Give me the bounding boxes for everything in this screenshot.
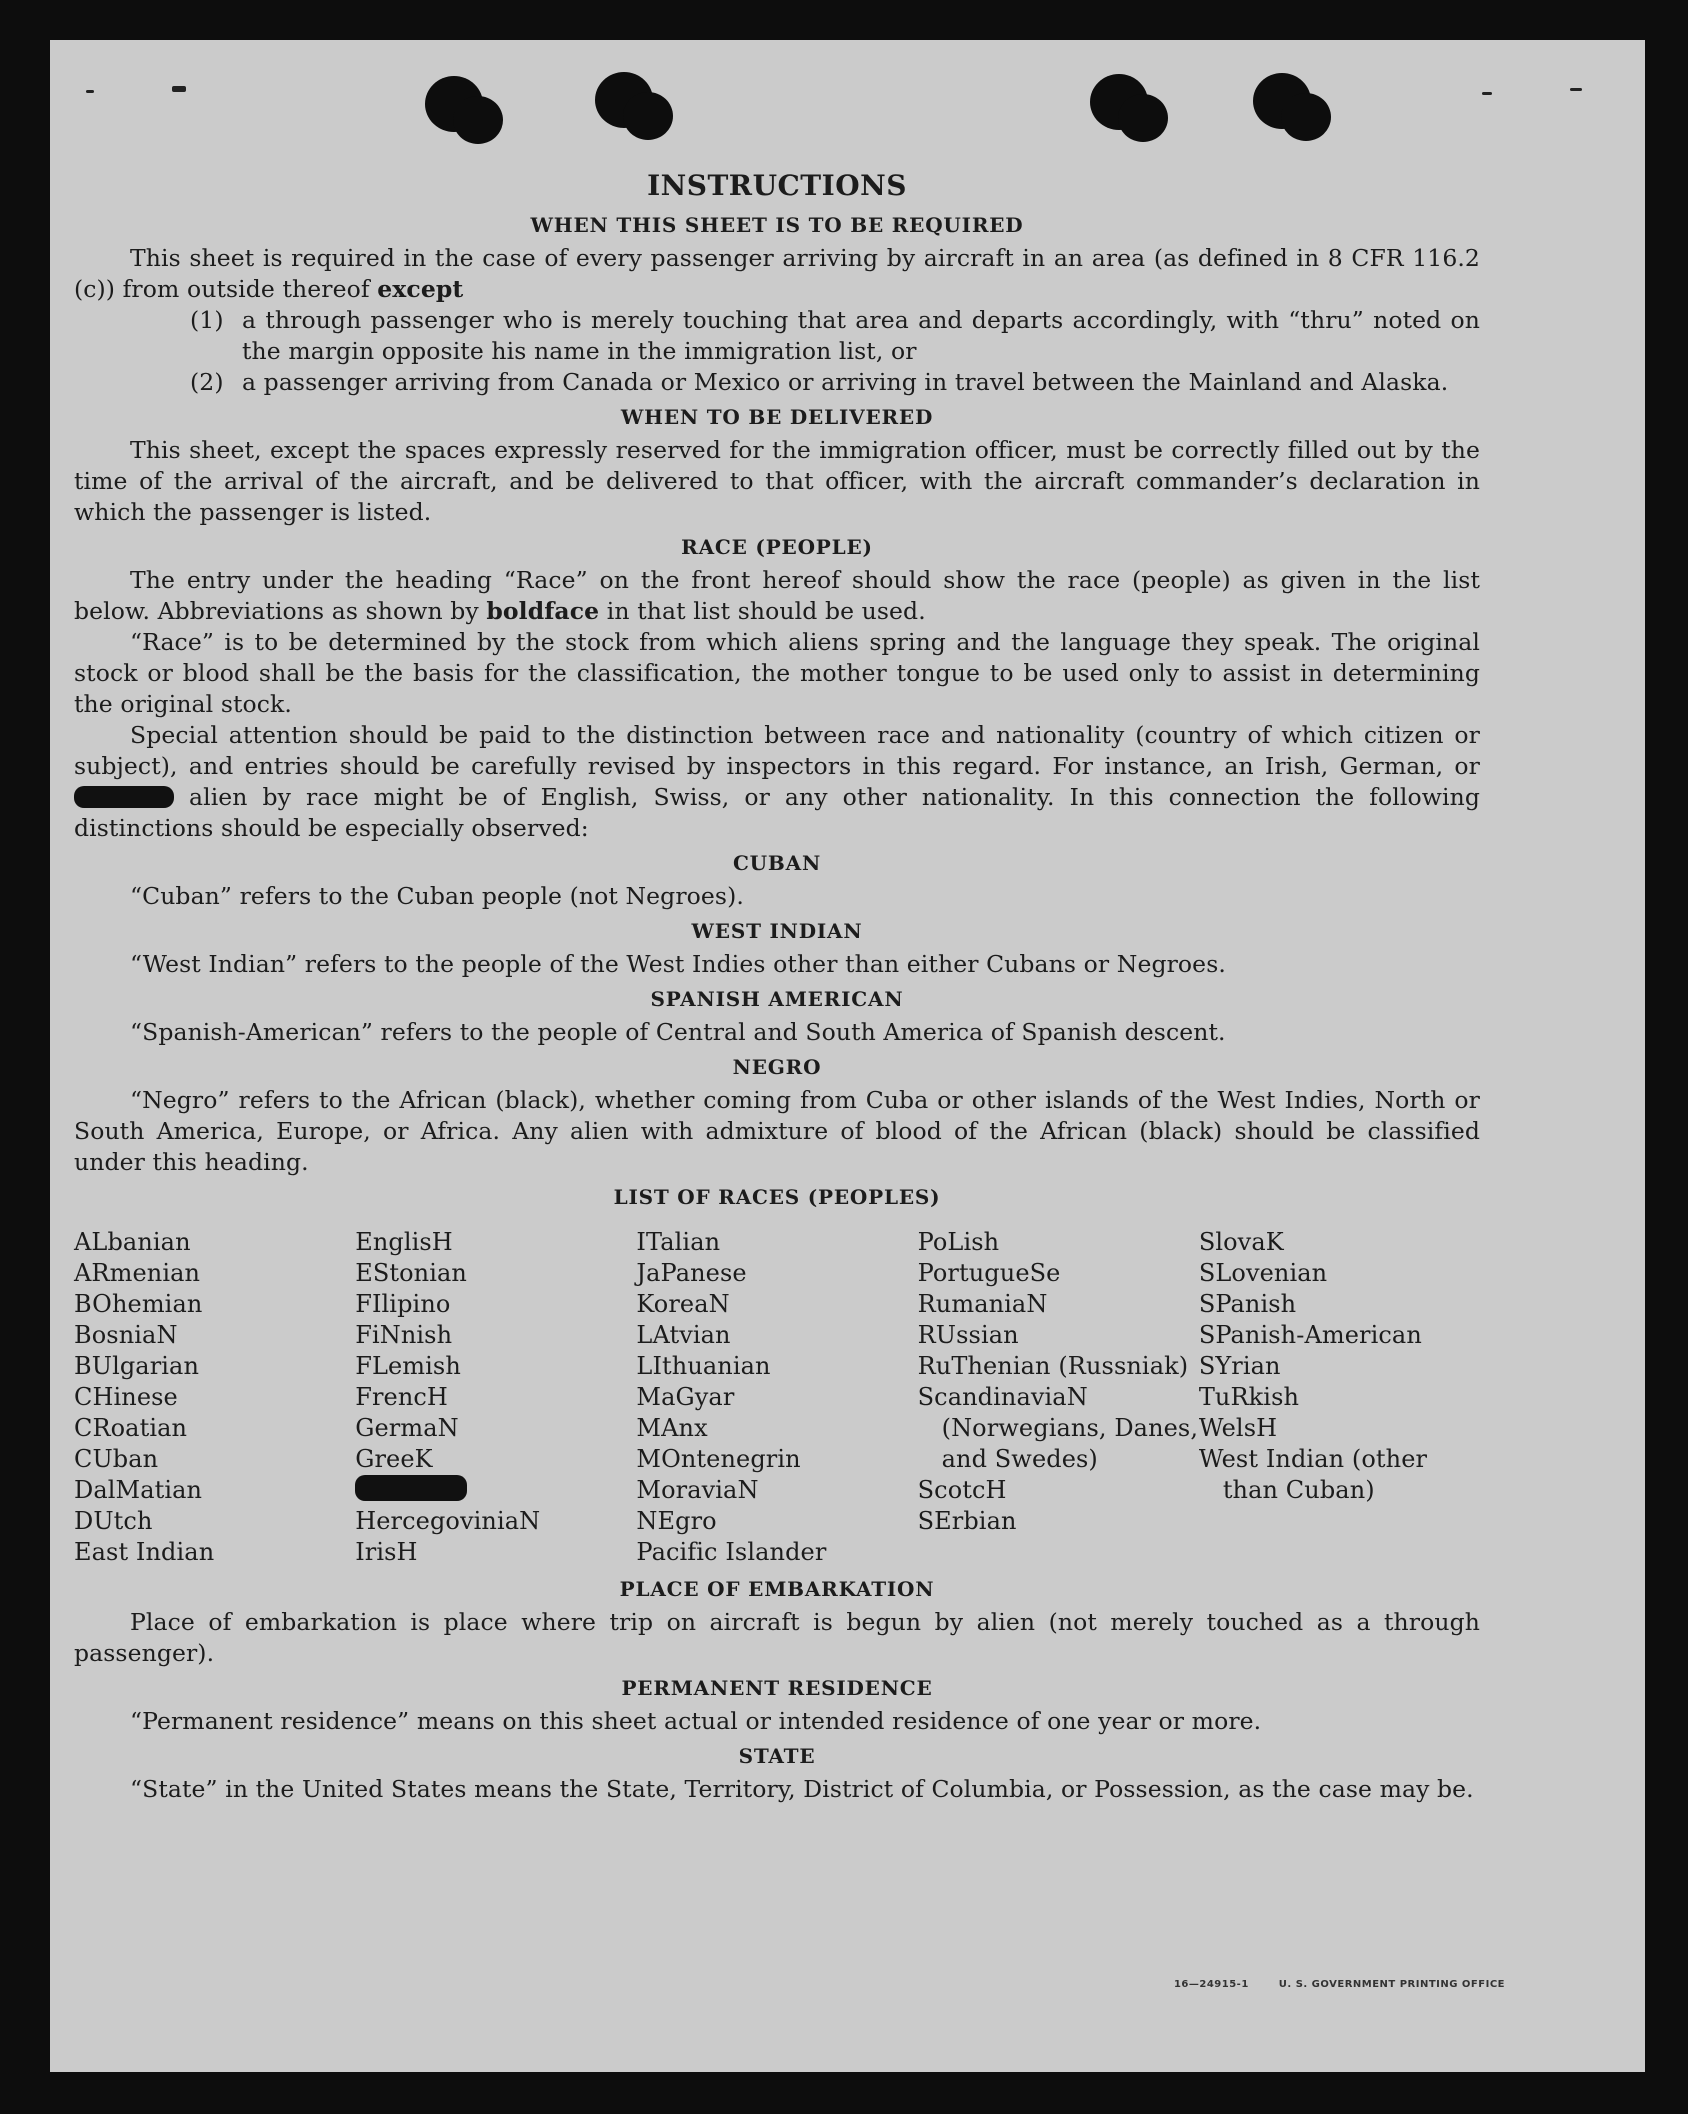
spanish-american-text: “Spanish-American” refers to the people of Central and South America of Spanish descent. bbox=[130, 1018, 1226, 1046]
race-entry: FLemish bbox=[355, 1352, 461, 1380]
race-entry: PortugueSe bbox=[917, 1259, 1061, 1287]
race-entry: RuThenian (Russniak) bbox=[917, 1352, 1189, 1380]
race-entry: SlovaK bbox=[1198, 1228, 1284, 1256]
race-entry: CHinese bbox=[74, 1383, 178, 1411]
race-entry: CRoatian bbox=[74, 1414, 188, 1442]
races-column-2 bbox=[355, 1227, 636, 1568]
race-entry: EnglisH bbox=[355, 1228, 453, 1256]
race-entry: MoraviaN bbox=[636, 1476, 759, 1504]
race-entry: RumaniaN bbox=[917, 1290, 1048, 1318]
instructions-text bbox=[74, 166, 1480, 1805]
race-entry: KoreaN bbox=[636, 1290, 730, 1318]
race-entry: FIlipino bbox=[355, 1290, 451, 1318]
races-column-1 bbox=[74, 1227, 355, 1568]
races-list bbox=[74, 1227, 1480, 1568]
scan-speck bbox=[172, 86, 186, 92]
race-entry: SPanish bbox=[1198, 1290, 1297, 1318]
race-paragraph-3: Special attention should be paid to the distinction between race and nationality (country of which citizen or subject), and entries should be carefully revised by inspectors in this regard. For instance, an Irish, German, or alien by race might be of English, Swiss, or any other nationality. In this connection the following distinctions should be especially observed: bbox=[74, 721, 1480, 842]
races-column-4 bbox=[918, 1227, 1199, 1568]
redacted-race-entry bbox=[355, 1475, 636, 1506]
scan-speck bbox=[1482, 92, 1492, 95]
form-number: 16—24915-1 bbox=[1173, 1979, 1249, 1990]
document-sheet bbox=[50, 40, 1645, 2072]
race-entry: SLovenian bbox=[1198, 1259, 1328, 1287]
race-entry: ScandinaviaN (Norwegians, Danes, and Swedes) bbox=[917, 1383, 1199, 1473]
race-entry: RUssian bbox=[917, 1321, 1019, 1349]
race-entry: MOntenegrin bbox=[636, 1445, 801, 1473]
residence-text: “Permanent residence” means on this sheet actual or intended residence of one year or more. bbox=[130, 1707, 1262, 1735]
race-entry: NEgro bbox=[636, 1507, 717, 1535]
race-entry: SPanish-American bbox=[1198, 1321, 1422, 1349]
race-entry: DalMatian bbox=[74, 1476, 203, 1504]
race-entry: LIthuanian bbox=[636, 1352, 771, 1380]
race-entry: SErbian bbox=[917, 1507, 1017, 1535]
race-entry: Pacific Islander bbox=[636, 1538, 827, 1566]
section-heading-cuban: CUBAN bbox=[732, 851, 822, 875]
state-text: “State” in the United States means the State, Territory, District of Columbia, or Possession, as the case may be. bbox=[130, 1775, 1474, 1803]
race-entry: TuRkish bbox=[1198, 1383, 1300, 1411]
scan-speck bbox=[86, 90, 94, 93]
race-entry: MAnx bbox=[636, 1414, 708, 1442]
cuban-text: “Cuban” refers to the Cuban people (not Negroes). bbox=[130, 882, 744, 910]
race-paragraph-2: “Race” is to be determined by the stock from which aliens spring and the language they speak. The original stock or blood shall be the basis for the classification, the mother tongue to be used only to assist in determining the original stock. bbox=[74, 628, 1480, 718]
section-heading-residence: PERMANENT RESIDENCE bbox=[621, 1676, 933, 1700]
punch-hole bbox=[1253, 73, 1311, 129]
section-heading-state: STATE bbox=[738, 1744, 816, 1768]
section-heading-delivered: WHEN TO BE DELIVERED bbox=[620, 405, 934, 429]
list-of-races-heading: LIST OF RACES (PEOPLES) bbox=[613, 1185, 941, 1209]
section-heading-required: WHEN THIS SHEET IS TO BE REQUIRED bbox=[530, 213, 1024, 237]
punch-hole bbox=[425, 76, 483, 132]
race-entry: FiNnish bbox=[355, 1321, 453, 1349]
section-heading-race: RACE (PEOPLE) bbox=[681, 535, 873, 559]
races-column-3 bbox=[636, 1227, 917, 1568]
scan-speck bbox=[1570, 88, 1582, 91]
embarkation-text: Place of embarkation is place where trip on aircraft is begun by alien (not merely touched as a through passenger). bbox=[74, 1608, 1480, 1667]
west-indian-text: “West Indian” refers to the people of the West Indies other than either Cubans or Negroes. bbox=[130, 950, 1226, 978]
exception-item-2: (2) a passenger arriving from Canada or Mexico or arriving in travel between the Mainland and Alaska. bbox=[190, 368, 1449, 396]
race-paragraph-1: The entry under the heading “Race” on the front hereof should show the race (people) as given in the list below. Abbreviations as shown by boldface in that list should be used. bbox=[74, 566, 1480, 625]
redaction-mark bbox=[74, 786, 174, 808]
race-entry: BosniaN bbox=[74, 1321, 178, 1349]
race-entry: GermaN bbox=[355, 1414, 459, 1442]
race-entry: BOhemian bbox=[74, 1290, 203, 1318]
required-intro: This sheet is required in the case of every passenger arriving by aircraft in an area (as defined in 8 CFR 116.2 (c)) from outside thereof except bbox=[74, 244, 1480, 303]
race-entry: ALbanian bbox=[74, 1228, 191, 1256]
race-entry: LAtvian bbox=[636, 1321, 731, 1349]
race-entry: PoLish bbox=[917, 1228, 1000, 1256]
race-entry: ITalian bbox=[636, 1228, 721, 1256]
race-entry: East Indian bbox=[74, 1538, 215, 1566]
race-entry: JaPanese bbox=[636, 1259, 747, 1287]
section-heading-embarkation: PLACE OF EMBARKATION bbox=[619, 1577, 935, 1601]
races-column-5 bbox=[1199, 1227, 1480, 1568]
section-heading-west-indian: WEST INDIAN bbox=[691, 919, 863, 943]
negro-text: “Negro” refers to the African (black), whether coming from Cuba or other islands of the West Indies, North or South America, Europe, or Africa. Any alien with admixture of blood of the African (black) should be classified under this heading. bbox=[74, 1086, 1480, 1176]
race-entry: DUtch bbox=[74, 1507, 153, 1535]
section-heading-negro: NEGRO bbox=[732, 1055, 822, 1079]
race-entry: HercegoviniaN bbox=[355, 1507, 541, 1535]
race-entry: WelsH bbox=[1198, 1414, 1278, 1442]
race-entry: BUlgarian bbox=[74, 1352, 200, 1380]
punch-hole bbox=[1090, 74, 1148, 130]
race-entry: SYrian bbox=[1198, 1352, 1281, 1380]
race-entry: West Indian (other than Cuban) bbox=[1198, 1445, 1428, 1504]
race-entry: MaGyar bbox=[636, 1383, 735, 1411]
printer-footer bbox=[1144, 1979, 1505, 1990]
printer-name: U. S. GOVERNMENT PRINTING OFFICE bbox=[1278, 1979, 1505, 1990]
exception-item-1: (1) a through passenger who is merely touching that area and departs accordingly, with “thru” noted on the margin opposite his name in the immigration list, or bbox=[190, 306, 1480, 365]
punch-hole bbox=[595, 72, 653, 128]
race-entry: CUban bbox=[74, 1445, 159, 1473]
page-title: INSTRUCTIONS bbox=[647, 169, 907, 202]
race-entry: ScotcH bbox=[917, 1476, 1007, 1504]
section-heading-spanish-american: SPANISH AMERICAN bbox=[650, 987, 904, 1011]
redaction-mark bbox=[355, 1475, 467, 1501]
delivered-text: This sheet, except the spaces expressly reserved for the immigration officer, must be correctly filled out by the time of the arrival of the aircraft, and be delivered to that officer, with the aircraft commander’s declaration in which the passenger is listed. bbox=[74, 436, 1480, 526]
race-entry: EStonian bbox=[355, 1259, 467, 1287]
race-entry: ARmenian bbox=[74, 1259, 201, 1287]
race-entry: GreeK bbox=[355, 1445, 433, 1473]
race-entry: FrencH bbox=[355, 1383, 448, 1411]
race-entry: IrisH bbox=[355, 1538, 418, 1566]
